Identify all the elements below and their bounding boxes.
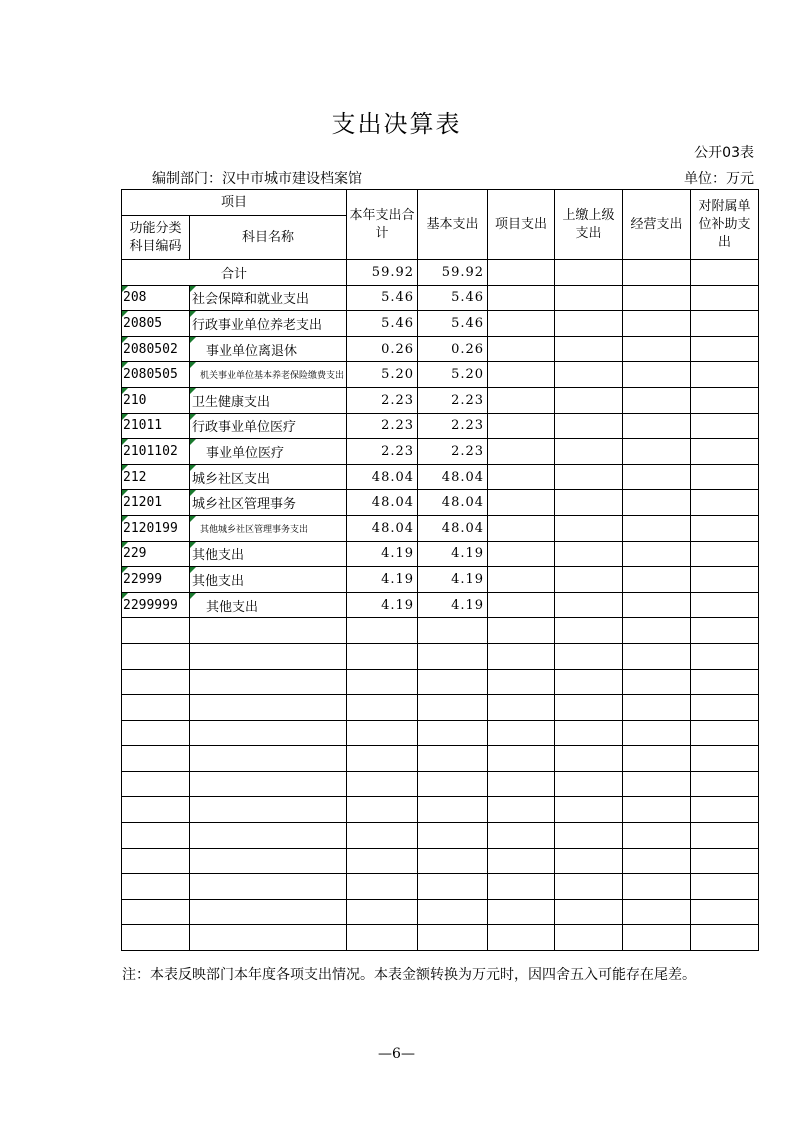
row-code: 2101102 [122, 439, 190, 465]
row-code: 21201 [122, 490, 190, 516]
header-project-expense: 项目支出 [488, 190, 555, 260]
empty-row [122, 643, 759, 669]
row-total: 4.19 [347, 541, 418, 567]
table-row [122, 464, 759, 490]
table-row [122, 592, 759, 618]
department-label: 编制部门：汉中市城市建设档案馆 [152, 171, 362, 187]
row-total: 4.19 [347, 567, 418, 593]
unit-label: 单位：万元 [684, 171, 754, 187]
row-total: 48.04 [347, 464, 418, 490]
row-code: 208 [122, 285, 190, 311]
table-row [122, 567, 759, 593]
row-basic: 48.04 [418, 490, 488, 516]
row-name: 其他支出 [190, 567, 347, 593]
row-name: 事业单位医疗 [190, 439, 347, 465]
row-name: 城乡社区管理事务 [190, 490, 347, 516]
empty-row [122, 746, 759, 772]
header-upper: 上缴上级支出 [555, 190, 623, 260]
header-func-code: 功能分类科目编码 [122, 216, 190, 260]
row-name: 行政事业单位养老支出 [190, 311, 347, 337]
table-row [122, 439, 759, 465]
empty-row [122, 797, 759, 823]
row-code: 229 [122, 541, 190, 567]
table-row [122, 387, 759, 413]
row-basic: 2.23 [418, 439, 488, 465]
empty-row [122, 874, 759, 900]
row-code: 2080505 [122, 362, 190, 388]
header-business: 经营支出 [623, 190, 691, 260]
header-subsidy: 对附属单位补助支出 [691, 190, 759, 260]
row-name: 机关事业单位基本养老保险缴费支出 [190, 362, 347, 388]
row-basic: 5.20 [418, 362, 488, 388]
page-title: 支出决算表 [331, 110, 462, 138]
row-code: 22999 [122, 567, 190, 593]
row-total: 48.04 [347, 515, 418, 541]
table-row [122, 362, 759, 388]
row-total: 5.20 [347, 362, 418, 388]
table-row [122, 285, 759, 311]
row-total: 0.26 [347, 336, 418, 362]
table-row [122, 311, 759, 337]
row-total: 2.23 [347, 439, 418, 465]
row-code: 212 [122, 464, 190, 490]
row-total: 2.23 [347, 413, 418, 439]
total-label: 合计 [122, 260, 347, 286]
row-name: 社会保障和就业支出 [190, 285, 347, 311]
table-row [122, 541, 759, 567]
total-basic: 59.92 [418, 260, 488, 286]
row-basic: 4.19 [418, 541, 488, 567]
row-name: 城乡社区支出 [190, 464, 347, 490]
row-basic: 4.19 [418, 567, 488, 593]
empty-row [122, 925, 759, 951]
row-basic: 0.26 [418, 336, 488, 362]
table-row [122, 336, 759, 362]
row-code: 2080502 [122, 336, 190, 362]
row-name: 卫生健康支出 [190, 387, 347, 413]
table-row [122, 490, 759, 516]
empty-row [122, 669, 759, 695]
row-basic: 4.19 [418, 592, 488, 618]
empty-row [122, 848, 759, 874]
total-row [122, 260, 759, 286]
row-basic: 5.46 [418, 311, 488, 337]
page-number: —6— [378, 1046, 415, 1062]
row-name: 行政事业单位医疗 [190, 413, 347, 439]
row-name: 事业单位离退休 [190, 336, 347, 362]
header-project: 项目 [122, 190, 347, 216]
row-name: 其他城乡社区管理事务支出 [190, 515, 347, 541]
header-basic: 基本支出 [418, 190, 488, 260]
row-name: 其他支出 [190, 541, 347, 567]
empty-row [122, 695, 759, 721]
row-total: 2.23 [347, 387, 418, 413]
table-row [122, 515, 759, 541]
empty-row [122, 720, 759, 746]
row-basic: 2.23 [418, 387, 488, 413]
table-row [122, 413, 759, 439]
empty-row [122, 823, 759, 849]
footnote: 注：本表反映部门本年度各项支出情况。本表金额转换为万元时，因四舍五入可能存在尾差。 [122, 967, 696, 983]
empty-row [122, 771, 759, 797]
form-number: 公开03表 [694, 145, 754, 161]
row-total: 4.19 [347, 592, 418, 618]
row-total: 5.46 [347, 311, 418, 337]
expenditure-table [121, 189, 759, 951]
row-code: 21011 [122, 413, 190, 439]
empty-row [122, 899, 759, 925]
row-basic: 48.04 [418, 515, 488, 541]
header-total: 本年支出合计 [347, 190, 418, 260]
row-code: 20805 [122, 311, 190, 337]
row-code: 210 [122, 387, 190, 413]
row-code: 2120199 [122, 515, 190, 541]
row-basic: 5.46 [418, 285, 488, 311]
row-code: 2299999 [122, 592, 190, 618]
row-total: 5.46 [347, 285, 418, 311]
empty-row [122, 618, 759, 644]
row-basic: 48.04 [418, 464, 488, 490]
row-basic: 2.23 [418, 413, 488, 439]
total-amount: 59.92 [347, 260, 418, 286]
row-name: 其他支出 [190, 592, 347, 618]
header-subject-name: 科目名称 [190, 216, 347, 260]
row-total: 48.04 [347, 490, 418, 516]
